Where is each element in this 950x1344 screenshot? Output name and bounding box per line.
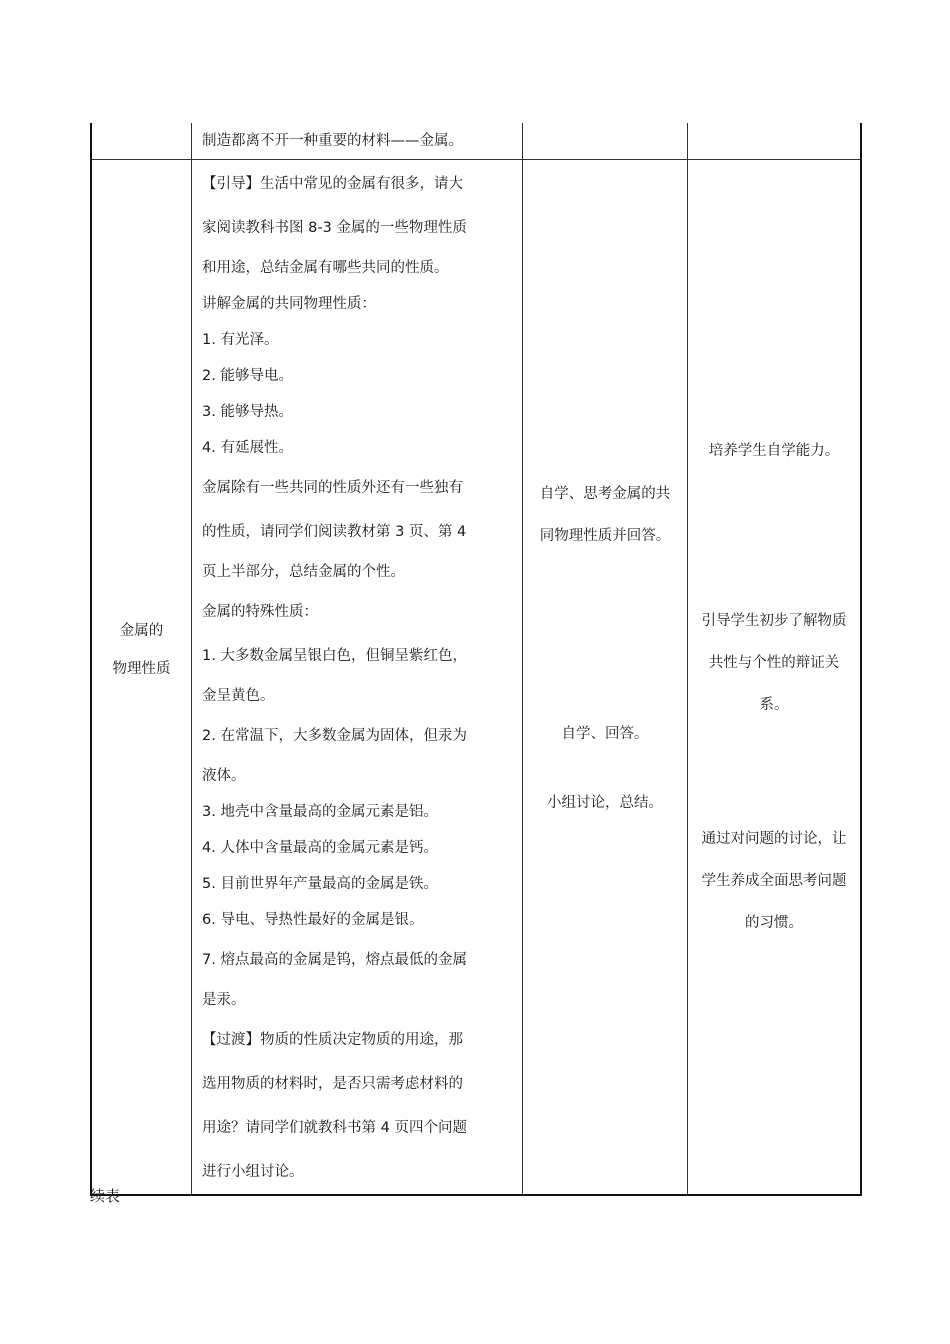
activity-line: 【引导】生活中常见的金属有很多，请大 bbox=[202, 176, 463, 192]
activity-line: 页上半部分，总结金属的个性。 bbox=[202, 564, 405, 580]
section-title bbox=[92, 612, 191, 688]
lesson-plan-table bbox=[90, 123, 862, 1196]
activity-line: 用途？请同学们就教科书第 4 页四个问题 bbox=[202, 1120, 467, 1136]
activity-line: 金呈黄色。 bbox=[202, 688, 275, 704]
cell-text: 制造都离不开一种重要的材料——金属。 bbox=[202, 133, 463, 149]
table-cell bbox=[192, 123, 523, 160]
student-activity-line: 自学、思考金属的共 bbox=[539, 486, 671, 502]
section-title-line: 金属的 bbox=[119, 623, 164, 639]
table-row bbox=[91, 160, 861, 1196]
design-intent-line: 培养学生自学能力。 bbox=[708, 443, 840, 459]
activity-line: 4. 有延展性。 bbox=[202, 440, 293, 456]
table-cell bbox=[523, 123, 688, 160]
activity-line: 3. 能够导热。 bbox=[202, 404, 293, 420]
design-intent-line: 共性与个性的辩证关 bbox=[708, 655, 840, 671]
continued-table-note: 续表 bbox=[90, 1187, 121, 1205]
student-activity-block bbox=[527, 782, 683, 824]
activity-line: 金属除有一些共同的性质外还有一些独有 bbox=[202, 480, 463, 496]
activity-line: 液体。 bbox=[202, 768, 246, 784]
table-row bbox=[91, 123, 861, 160]
activity-line: 家阅读教科书图 8-3 金属的一些物理性质 bbox=[202, 220, 467, 236]
activity-line: 是汞。 bbox=[202, 992, 246, 1008]
activity-line: 和用途，总结金属有哪些共同的性质。 bbox=[202, 260, 449, 276]
activity-line: 的性质，请同学们阅读教材第 3 页、第 4 bbox=[202, 524, 467, 540]
activity-line: 选用物质的材料时，是否只需考虑材料的 bbox=[202, 1076, 463, 1092]
activity-line: 讲解金属的共同物理性质： bbox=[202, 296, 376, 312]
activity-line: 3. 地壳中含量最高的金属元素是铝。 bbox=[202, 804, 438, 820]
teacher-activity-cell bbox=[192, 160, 523, 1196]
teacher-activity-text bbox=[192, 160, 522, 1194]
activity-line: 1. 有光泽。 bbox=[202, 332, 279, 348]
table-cell bbox=[91, 123, 192, 160]
activity-line: 4. 人体中含量最高的金属元素是钙。 bbox=[202, 840, 438, 856]
design-intent-line: 引导学生初步了解物质 bbox=[701, 613, 847, 629]
section-title-cell bbox=[91, 160, 192, 1196]
activity-line: 6. 导电、导热性最好的金属是银。 bbox=[202, 912, 424, 928]
student-activity-line: 小组讨论，总结。 bbox=[547, 795, 663, 811]
student-activity-line: 自学、回答。 bbox=[561, 726, 649, 742]
student-activity-block bbox=[527, 713, 683, 755]
activity-line: 2. 能够导电。 bbox=[202, 368, 293, 384]
activity-line: 金属的特殊性质： bbox=[202, 604, 318, 620]
design-intent-line: 系。 bbox=[759, 697, 789, 713]
student-activity-block bbox=[527, 473, 683, 557]
activity-line: 2. 在常温下，大多数金属为固体，但汞为 bbox=[202, 728, 467, 744]
design-intent-line: 的习惯。 bbox=[745, 915, 803, 931]
activity-line: 进行小组讨论。 bbox=[202, 1164, 304, 1180]
design-intent-line: 通过对问题的讨论，让 bbox=[701, 831, 847, 847]
section-title-line: 物理性质 bbox=[112, 661, 171, 677]
activity-line: 【过渡】物质的性质决定物质的用途，那 bbox=[202, 1032, 463, 1048]
activity-line: 5. 目前世界年产量最高的金属是铁。 bbox=[202, 876, 438, 892]
activity-line: 1. 大多数金属呈银白色，但铜呈紫红色， bbox=[202, 648, 467, 664]
design-intent-block bbox=[692, 430, 856, 472]
table-cell bbox=[688, 123, 862, 160]
student-activity-line: 同物理性质并回答。 bbox=[539, 528, 671, 544]
design-intent-block bbox=[692, 600, 856, 726]
student-activity-cell bbox=[523, 160, 688, 1196]
design-intent-cell bbox=[688, 160, 862, 1196]
design-intent-block bbox=[692, 818, 856, 944]
design-intent-line: 学生养成全面思考问题 bbox=[701, 873, 847, 889]
activity-line: 7. 熔点最高的金属是钨，熔点最低的金属 bbox=[202, 952, 467, 968]
